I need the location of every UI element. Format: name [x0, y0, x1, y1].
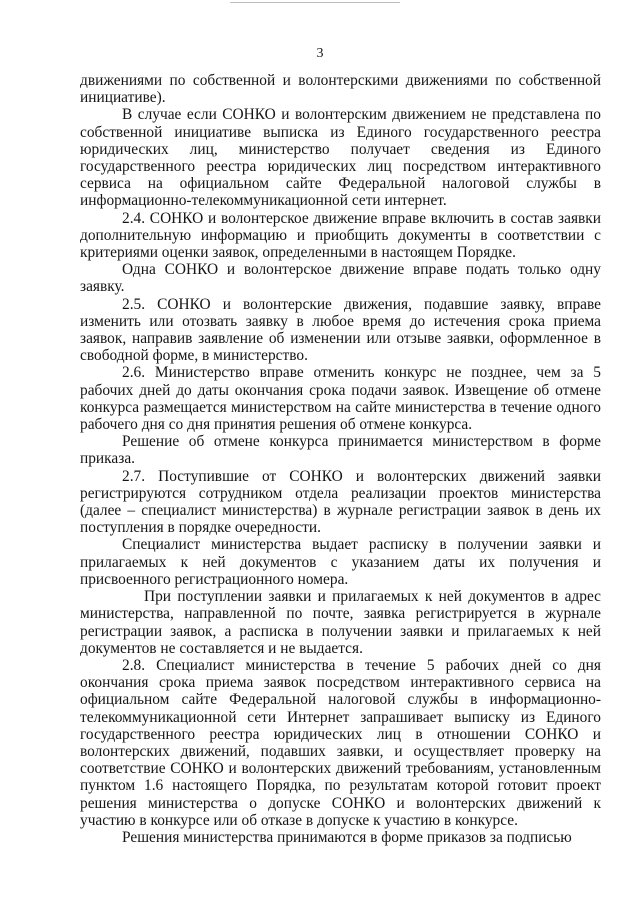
paragraph: 2.5. СОНКО и волонтерские движения, подавшие заявку, вправе изменить или отозвать заявку в любое время до истечения срока приема заявок, направив заявление об изменении или отзыве заявки, оформленное в свободной форме, в министерство.	[80, 295, 601, 365]
paragraph: Одна СОНКО и волонтерское движение вправе подать только одну заявку.	[80, 261, 601, 296]
paragraph: Специалист министерства выдает расписку в получении заявки и прилагаемых к ней документов с указанием даты их получения и присвоенного регистрационного номера.	[80, 536, 601, 588]
scan-edge-line	[230, 2, 400, 3]
paragraph: Решения министерства принимаются в форме приказов за подписью	[122, 828, 572, 846]
paragraph: 2.4. СОНКО и волонтерское движение вправе включить в состав заявки дополнительную информацию и приобщить документы в соответствии с критериями оценки заявок, определенными в настоящем Порядке.	[80, 209, 601, 262]
document-body	[80, 72, 601, 846]
page-number: 3	[316, 46, 324, 61]
paragraph: 2.8. Специалист министерства в течение 5 рабочих дней со дня окончания срока приема заявок посредством интерактивного сервиса на официальном сайте Федеральной налоговой службы в информационно- телекоммуникационной сети Интернет запрашивает выписку из Единого государственного реестра юридических лиц в отношении СОНКО и волонтерских движений, подавших заявки, и осуществляет проверку на соответствие СОНКО и волонтерских движений требованиям, установленным пунктом 1.6 настоящего Порядка, по результатам которой готовит проект решения министерства о допуске СОНКО и волонтерских движений к участию в конкурсе или об отказе в допуске к участию в конкурсе.	[80, 656, 601, 829]
paragraph: В случае если СОНКО и волонтерским движением не представлена по собственной инициативе выписка из Единого государственного реестра юридических лиц, министерство получает сведения из Единого государственного реестра юридических лиц посредством интерактивного сервиса на официальном сайте Федеральной налоговой службы в информационно-телекоммуникационной сети интернет.	[80, 106, 601, 210]
paragraph: движениями по собственной и волонтерскими движениями по собственной инициативе).	[80, 72, 601, 107]
paragraph: Решение об отмене конкурса принимается министерством в форме приказа.	[80, 433, 601, 468]
paragraph: 2.6. Министерство вправе отменить конкурс не позднее, чем за 5 рабочих дней до даты окончания срока подачи заявок. Извещение об отмене конкурса размещается министерством на сайте министерства в течение одного рабочего дня со дня принятия решения об отмене конкурса.	[80, 364, 601, 434]
paragraph: 2.7. Поступившие от СОНКО и волонтерских движений заявки регистрируются сотрудником отдела реализации проектов министерства (далее – специалист министерства) в журнале регистрации заявок в день их поступления в порядке очередности.	[80, 467, 601, 537]
paragraph: При поступлении заявки и прилагаемых к ней документов в адрес министерства, направленной по почте, заявка регистрируется в журнале регистрации заявок, а расписка в получении заявки и прилагаемых к ней документов не составляется и не выдается.	[80, 588, 601, 657]
